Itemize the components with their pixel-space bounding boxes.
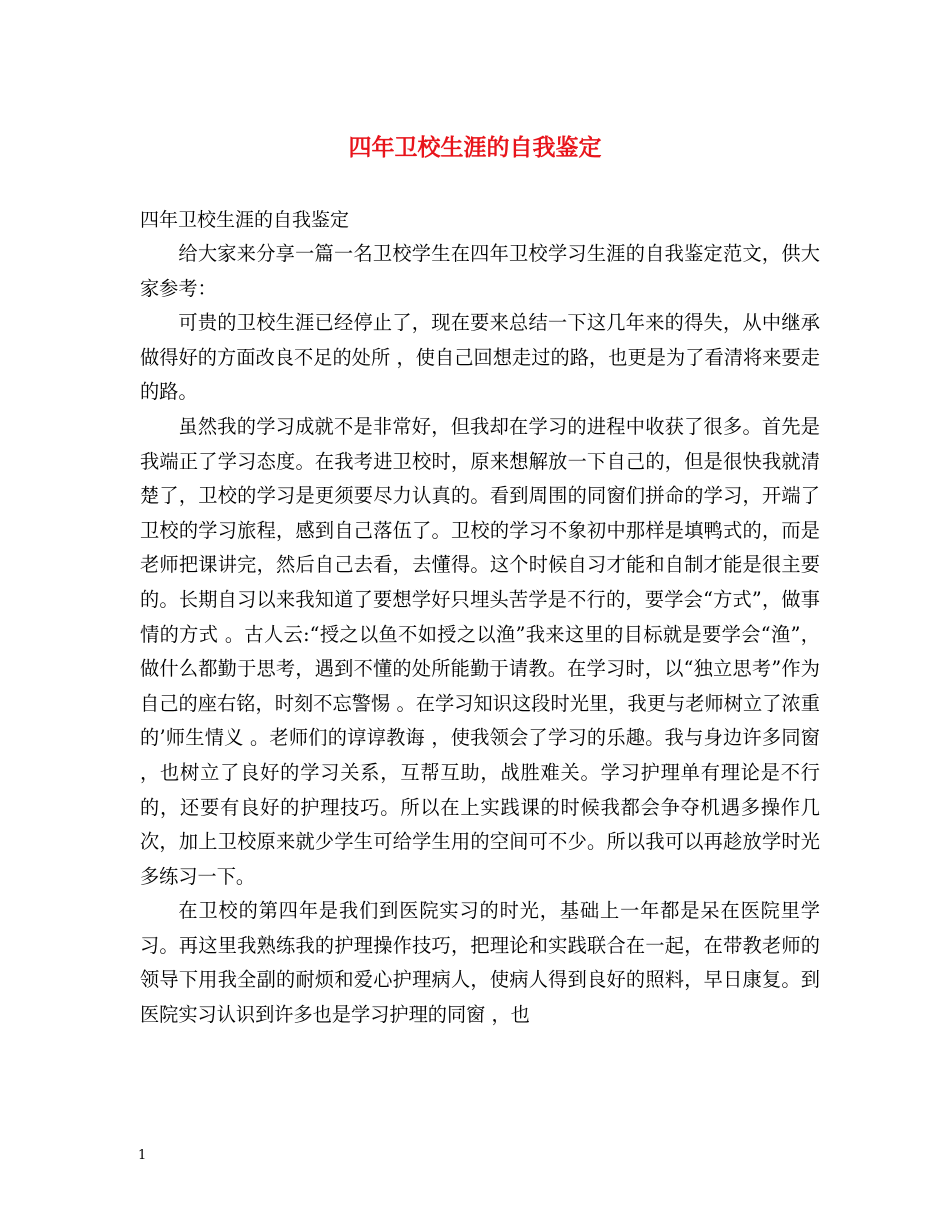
document-title: 四年卫校生涯的自我鉴定 xyxy=(348,134,602,161)
paragraph: 虽然我的学习成就不是非常好，但我却在学习的进程中收获了很多。首先是我端正了学习态度。在我考进卫校时，原来想解放一下自己的，但是很快我就清楚了，卫校的学习是更须要尽力认真的。看到周围的同窗们拼命的学习，开端了卫校的学习旅程，感到自己落伍了。卫校的学习不象初中那样是填鸭式的，而是老师把课讲完，然后自己去看，去懂得。这个时候自习才能和自制才能是很主要的。长期自习以来我知道了要想学好只埋头苦学是不行的，要学会“方式”，做事情的方式 。古人云:“授之以鱼不如授之以渔”我来这里的目标就是要学会“渔”，做什么都勤于思考，遇到不懂的处所能勤于请教。在学习时，以“独立思考”作为自己的座右铭，时刻不忘警惕 。在学习知识这段时光里，我更与老师树立了浓重的’师生情义 。老师们的谆谆教诲 ，使我领会了学习的乐趣。我与身边许多同窗 ，也树立了良好的学习关系，互帮互助，战胜难关。学习护理单有理论是不行的，还要有良好的护理技巧。所以在上实践课的时候我都会争夺机遇多操作几次，加上卫校原来就少学生可给学生用的空间可不少。所以我可以再趁放学时光多练习一下。 xyxy=(140,414,820,888)
paragraph: 在卫校的第四年是我们到医院实习的时光，基础上一年都是呆在医院里学习。再这里我熟练我的护理操作技巧，把理论和实践联合在一起，在带教老师的领导下用我全副的耐烦和爱心护理病人，使病人得到良好的照料，早日康复。到医院实习认识到许多也是学习护理的同窗 ，也 xyxy=(140,899,820,1027)
document-body xyxy=(140,237,820,1033)
paragraph: 给大家来分享一篇一名卫校学生在四年卫校学习生涯的自我鉴定范文，供大家参考： xyxy=(140,242,820,300)
page-number: 1 xyxy=(138,1148,147,1163)
paragraph: 可贵的卫校生涯已经停止了，现在要来总结一下这几年来的得失，从中继承做得好的方面改良不足的处所 ，使自己回想走过的路，也更是为了看清将来要走的路。 xyxy=(140,311,820,404)
document-subtitle: 四年卫校生涯的自我鉴定 xyxy=(140,209,350,231)
